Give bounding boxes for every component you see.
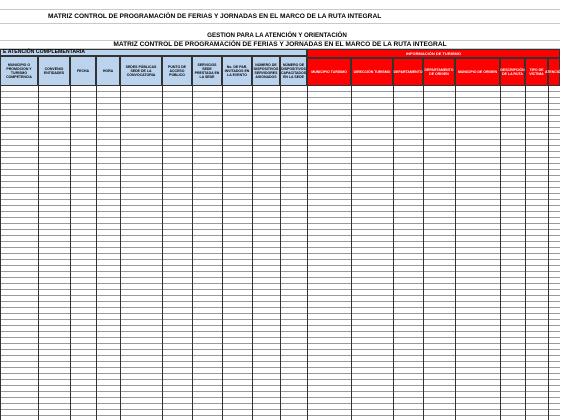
- column-header[interactable]: SERVICIOS SEDE PRESTADA EN LA SEDE: [192, 56, 222, 86]
- grid-column-line: [280, 86, 281, 420]
- column-header[interactable]: PUNTO DE ACCESO PÚBLICO: [162, 56, 192, 86]
- column-header[interactable]: SEDES PÚBLICAS SEDE DE LA CONVOCATORIA: [120, 56, 162, 86]
- grid-column-line: [192, 86, 193, 420]
- column-header[interactable]: FECHA: [70, 56, 96, 86]
- column-header[interactable]: NÚMERO DE DISPOSITIVOS CAPACITADOS EN LA SEDE: [280, 56, 307, 86]
- column-header[interactable]: HORA: [96, 56, 120, 86]
- column-header[interactable]: DEPARTAMENTO: [393, 58, 423, 86]
- grid-column-line: [70, 86, 71, 420]
- grid-column-line: [222, 86, 223, 420]
- column-header[interactable]: DEPARTAMENTO DE ORIGEN: [423, 58, 455, 86]
- grid-column-line: [525, 86, 526, 420]
- grid-column-line: [548, 86, 549, 420]
- grid-column-line: [120, 86, 121, 420]
- grid-column-line: [455, 86, 456, 420]
- grid-column-line: [307, 86, 308, 420]
- column-header[interactable]: CONVENIO ENTIDADES: [38, 56, 70, 86]
- grid-column-line: [162, 86, 163, 420]
- sheet-title-top: MATRIZ CONTROL DE PROGRAMACIÓN DE FERIAS Y JORNADAS EN EL MARCO DE LA RUTA INTEGRAL: [0, 10, 560, 24]
- column-header[interactable]: MUNICIPIO DE ORIGEN: [455, 58, 500, 86]
- grid-column-line: [96, 86, 97, 420]
- toolbar-gridlines: [0, 0, 560, 10]
- grid-column-line: [351, 86, 352, 420]
- section-header-right: INFORMACIÓN DE TURISMO: [307, 49, 560, 58]
- column-header[interactable]: MUNICIPIO O PROMOCION Y TURISMO COMPETENCIA: [0, 56, 38, 86]
- column-header[interactable]: TIPO DE VÍCTIMA: [525, 58, 548, 86]
- grid-column-line: [38, 86, 39, 420]
- column-header[interactable]: DESCRIPCIÓN DE LA RUTA: [500, 58, 525, 86]
- column-header[interactable]: No. DE PAR. INVITADOS EN LA EVENTO: [222, 56, 252, 86]
- column-header-row: [0, 56, 563, 86]
- column-header[interactable]: NÚMERO DE DISPOSITIVOS SERVIDORES ASIGNADOS: [252, 56, 280, 86]
- sheet-title-second: MATRIZ CONTROL DE PROGRAMACIÓN DE FERIAS Y JORNADAS EN EL MARCO DE LA RUTA INTEGRAL: [0, 41, 560, 49]
- section-header-left: E ATENCIÓN COMPLEMENTARIA: [0, 49, 307, 56]
- column-header[interactable]: MUNICIPIO TURISMO: [307, 58, 351, 86]
- sheet-subtitle: GESTION PARA LA ATENCIÓN Y ORIENTACIÓN: [0, 31, 560, 41]
- grid-column-line: [500, 86, 501, 420]
- column-header[interactable]: ATENCIÓN: [548, 58, 560, 86]
- column-header[interactable]: DIRECCIÓN TURISMO: [351, 58, 393, 86]
- grid-column-line: [423, 86, 424, 420]
- grid-column-line: [393, 86, 394, 420]
- grid-column-line: [0, 86, 1, 420]
- grid-column-line: [252, 86, 253, 420]
